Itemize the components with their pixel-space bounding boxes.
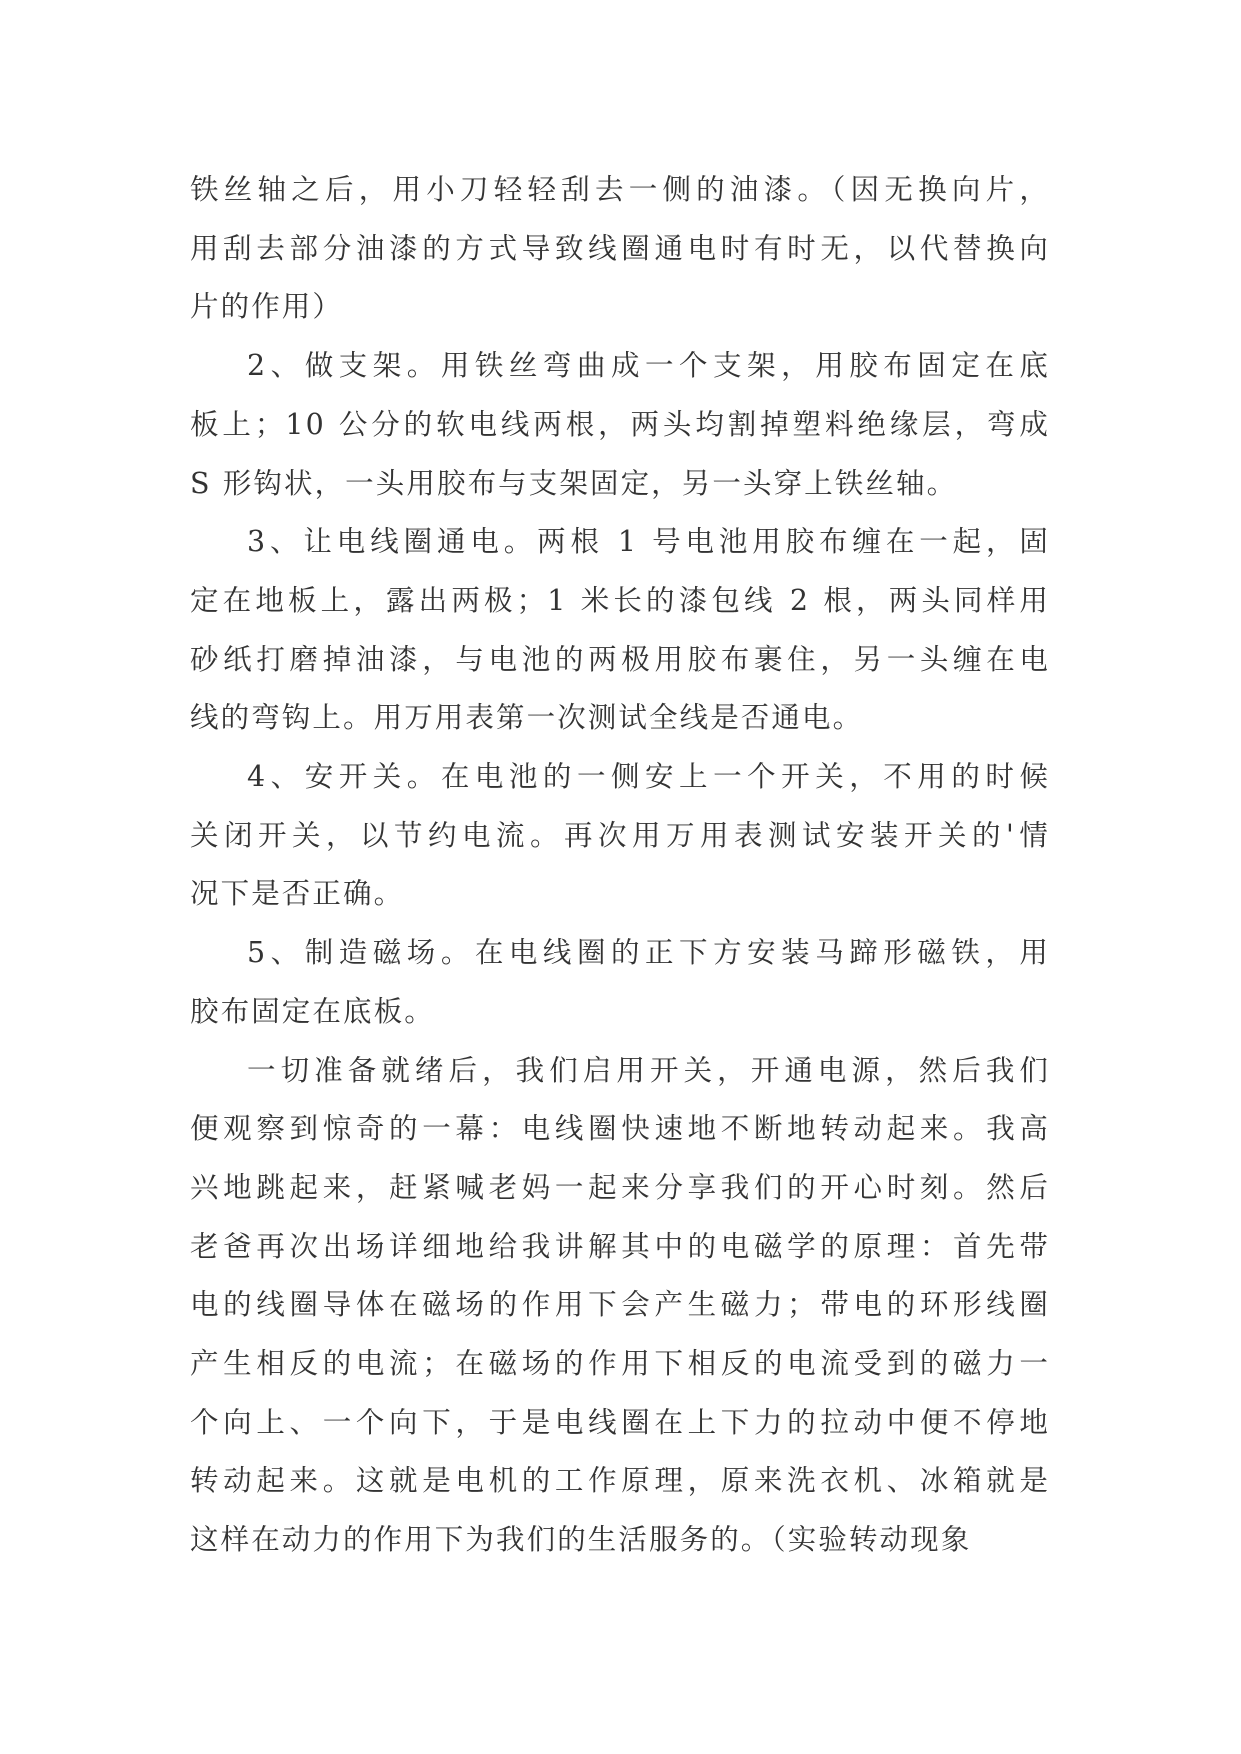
text-line: 这样在动力的作用下为我们的生活服务的。（实验转动现象 xyxy=(190,1523,972,1557)
paragraph-step-5 xyxy=(190,924,1050,1041)
body-text xyxy=(190,161,1050,1570)
text-line: 板上；10 公分的软电线两根，两头均割掉塑料绝缘层，弯成 xyxy=(190,407,1050,441)
text-line: 转动起来。这就是电机的工作原理，原来洗衣机、冰箱就是 xyxy=(190,1464,1050,1498)
paragraph xyxy=(190,161,1050,337)
text-line: 5、制造磁场。在电线圈的正下方安装马蹄形磁铁，用 xyxy=(247,936,1050,970)
text-line: 2、做支架。用铁丝弯曲成一个支架，用胶布固定在底 xyxy=(247,349,1050,383)
text-line: 关闭开关，以节约电流。再次用万用表测试安装开关的'情 xyxy=(190,818,1050,852)
text-line: 产生相反的电流；在磁场的作用下相反的电流受到的磁力一 xyxy=(190,1347,1050,1381)
text-line: 铁丝轴之后，用小刀轻轻刮去一侧的油漆。（因无换向片， xyxy=(190,173,1050,206)
text-line: 胶布固定在底板。 xyxy=(190,994,435,1028)
text-line: 便观察到惊奇的一幕：电线圈快速地不断地转动起来。我高 xyxy=(190,1112,1050,1146)
text-line: 用刮去部分油漆的方式导致线圈通电时有时无，以代替换向 xyxy=(190,231,1050,265)
text-line: S 形钩状，一头用胶布与支架固定，另一头穿上铁丝轴。 xyxy=(190,466,958,500)
paragraph-step-3 xyxy=(190,513,1050,748)
paragraph-result xyxy=(190,1042,1050,1570)
text-line: 个向上、一个向下，于是电线圈在上下力的拉动中便不停地 xyxy=(190,1405,1050,1439)
text-line: 4、安开关。在电池的一侧安上一个开关，不用的时候 xyxy=(247,760,1050,794)
text-line: 况下是否正确。 xyxy=(190,877,405,911)
text-line: 电的线圈导体在磁场的作用下会产生磁力；带电的环形线圈 xyxy=(190,1288,1050,1322)
text-line: 砂纸打磨掉油漆，与电池的两极用胶布裹住，另一头缠在电 xyxy=(190,642,1050,676)
text-line: 片的作用） xyxy=(190,290,344,324)
paragraph-step-4 xyxy=(190,748,1050,924)
text-line: 一切准备就绪后，我们启用开关，开通电源，然后我们 xyxy=(247,1053,1050,1087)
paragraph-step-2 xyxy=(190,337,1050,513)
text-line: 线的弯钩上。用万用表第一次测试全线是否通电。 xyxy=(190,701,864,735)
text-line: 定在地板上，露出两极；1 米长的漆包线 2 根，两头同样用 xyxy=(190,583,1050,617)
text-line: 兴地跳起来，赶紧喊老妈一起来分享我们的开心时刻。然后 xyxy=(190,1170,1050,1204)
text-line: 老爸再次出场详细地给我讲解其中的电磁学的原理：首先带 xyxy=(190,1229,1050,1263)
text-line: 3、让电线圈通电。两根 1 号电池用胶布缠在一起，固 xyxy=(247,525,1050,559)
